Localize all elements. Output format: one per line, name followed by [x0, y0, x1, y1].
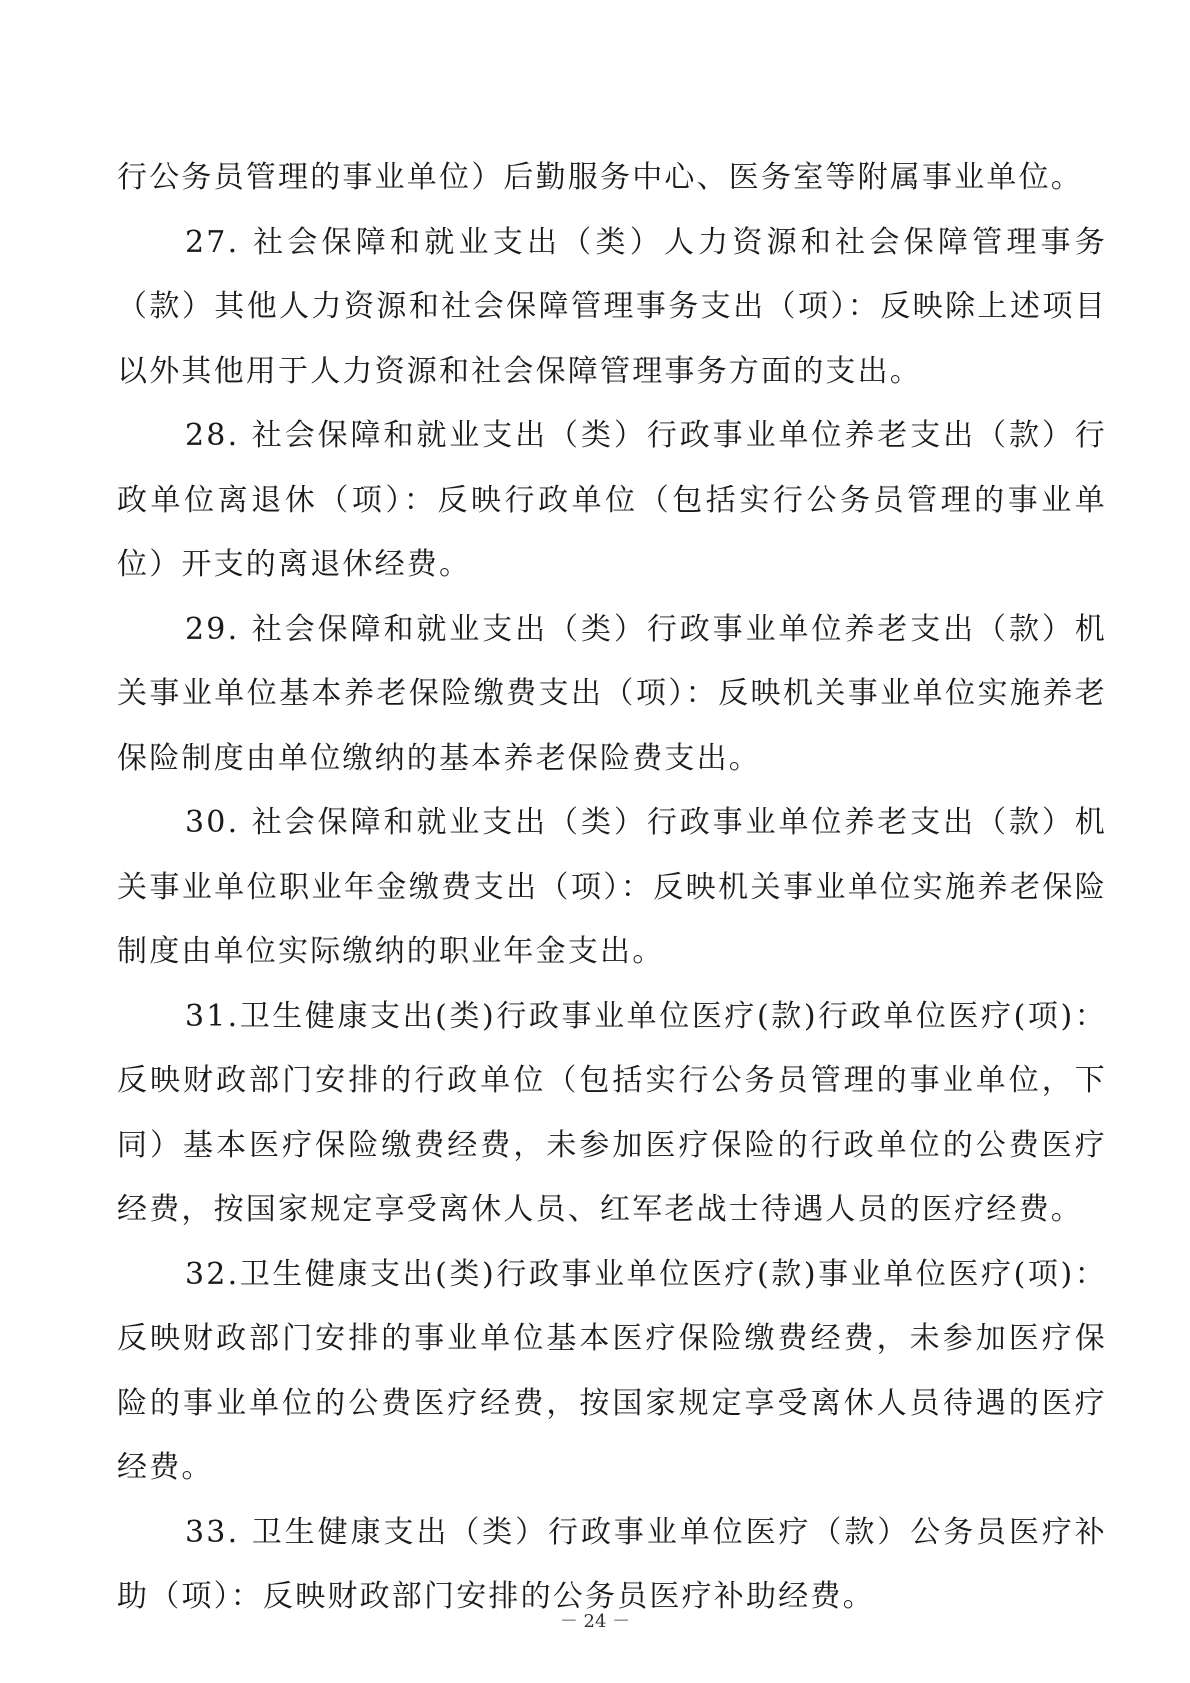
paragraph: 32.卫生健康支出(类)行政事业单位医疗(款)事业单位医疗(项)：反映财政部门安排的事业单位基本医疗保险缴费经费，未参加医疗保险的事业单位的公费医疗经费，按国家规定享受离休人员待遇的医疗经费。: [117, 1256, 1107, 1485]
paragraph: 33. 卫生健康支出（类）行政事业单位医疗（款）公务员医疗补助（项）：反映财政部门安排的公务员医疗补助经费。: [117, 1514, 1107, 1614]
paragraph: 27. 社会保障和就业支出（类）人力资源和社会保障管理事务（款）其他人力资源和社会保障管理事务支出（项）：反映除上述项目以外其他用于人力资源和社会保障管理事务方面的支出。: [117, 224, 1107, 389]
paragraph: 28. 社会保障和就业支出（类）行政事业单位养老支出（款）行政单位离退休（项）：反映行政单位（包括实行公务员管理的事业单位）开支的离退休经费。: [117, 418, 1107, 582]
paragraph: 30. 社会保障和就业支出（类）行政事业单位养老支出（款）机关事业单位职业年金缴费支出（项）：反映机关事业单位实施养老保险制度由单位实际缴纳的职业年金支出。: [117, 805, 1107, 969]
document-body: [117, 146, 1107, 1630]
paragraph: 行公务员管理的事业单位）后勤服务中心、医务室等附属事业单位。: [117, 160, 1083, 195]
page-number: － 24 －: [559, 1611, 631, 1632]
paragraph: 29. 社会保障和就业支出（类）行政事业单位养老支出（款）机关事业单位基本养老保险缴费支出（项）：反映机关事业单位实施养老保险制度由单位缴纳的基本养老保险费支出。: [117, 611, 1107, 776]
paragraph: 31.卫生健康支出(类)行政事业单位医疗(款)行政单位医疗(项)：反映财政部门安排的行政单位（包括实行公务员管理的事业单位，下同）基本医疗保险缴费经费，未参加医疗保险的行政单位的公费医疗经费，按国家规定享受离休人员、红军老战士待遇人员的医疗经费。: [117, 998, 1107, 1227]
